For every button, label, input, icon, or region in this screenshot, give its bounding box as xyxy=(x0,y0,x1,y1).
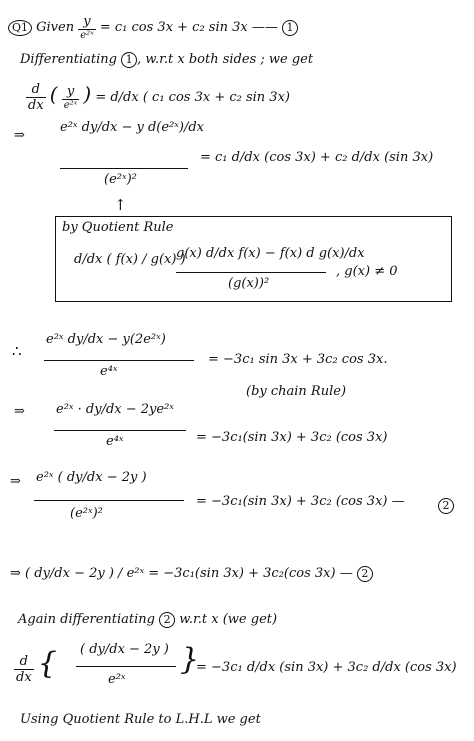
quotient-rule-numerator: g(x) d/dx f(x) − f(x) d g(x)/dx xyxy=(176,246,365,261)
chain-rule-note: (by chain Rule) xyxy=(246,384,347,399)
quotient-rule-bar xyxy=(176,272,326,273)
derivative-setup-rhs: = d/dx ( c₁ cos 3x + c₂ sin 3x) xyxy=(95,90,290,105)
step8-rhs: = −3c₁(sin 3x) + 3c₂(cos 3x) — xyxy=(148,566,353,581)
equation-number-2: 2 xyxy=(357,566,373,582)
step6-arrow: ⇒ xyxy=(14,404,25,419)
given-lhs-denominator: e²ˣ xyxy=(80,30,94,41)
step6-denominator: e⁴ˣ xyxy=(106,434,124,449)
step5-denominator: e⁴ˣ xyxy=(100,364,118,379)
differentiating-line xyxy=(20,52,313,68)
open-paren: ( xyxy=(49,82,58,106)
step5-bar xyxy=(44,360,194,361)
step8-lhs: ( dy/dx − 2y ) / e²ˣ xyxy=(25,566,145,581)
step7-bar xyxy=(34,500,184,501)
step7-eq-marker xyxy=(438,494,454,514)
implies-arrow: ⇒ xyxy=(14,128,25,143)
quotient-expansion-rhs: = c₁ d/dx (cos 3x) + c₂ d/dx (sin 3x) xyxy=(200,150,434,165)
step6-numerator: e²ˣ · dy/dx − 2ye²ˣ xyxy=(56,402,174,417)
inner-denominator: e²ˣ xyxy=(63,100,78,111)
step7-numerator: e²ˣ ( dy/dx − 2y ) xyxy=(36,470,147,485)
equation-ref-2: 2 xyxy=(159,612,175,628)
d-dx-operator xyxy=(26,82,46,113)
inner-fraction xyxy=(62,84,79,111)
step10-numerator: ( dy/dx − 2y ) xyxy=(80,642,169,657)
again-differentiating-rest: w.r.t x (we get) xyxy=(179,612,278,627)
step7-rhs: = −3c₁(sin 3x) + 3c₂ (cos 3x) — xyxy=(196,494,405,509)
step10-rhs: = −3c₁ d/dx (sin 3x) + 3c₂ d/dx (cos 3x) xyxy=(196,660,457,675)
equation-ref-1: 1 xyxy=(121,52,137,68)
quotient-rule-condition: , g(x) ≠ 0 xyxy=(336,264,398,279)
quotient-expansion-numerator: e²ˣ dy/dx − y d(e²ˣ)/dx xyxy=(60,120,205,135)
quotient-rule-title: by Quotient Rule xyxy=(62,220,174,235)
given-equation-line xyxy=(8,14,298,41)
step8-arrow: ⇒ xyxy=(10,566,21,581)
dx-symbol: dx xyxy=(28,98,44,113)
equation-number-1: 1 xyxy=(282,20,298,36)
derivative-setup-line xyxy=(26,82,290,113)
fraction-bar xyxy=(60,168,188,169)
equation-number-2-struck: 2 xyxy=(438,498,454,514)
again-differentiating-text: Again differentiating xyxy=(18,612,155,627)
d-symbol: d xyxy=(31,82,40,97)
quotient-expansion-denominator: (e²ˣ)² xyxy=(104,172,137,187)
given-lhs-fraction xyxy=(78,14,95,41)
step7-denominator: (e²ˣ)² xyxy=(70,506,103,521)
step5-numerator: e²ˣ dy/dx − y(2e²ˣ) xyxy=(46,332,166,347)
quotient-expansion-line xyxy=(14,128,25,143)
inner-numerator: y xyxy=(66,84,75,99)
up-arrow: ↑ xyxy=(114,196,127,214)
dx-symbol-2: dx xyxy=(16,670,32,685)
step10-bar xyxy=(76,666,176,667)
step6-bar xyxy=(54,430,186,431)
differentiating-text: Differentiating xyxy=(20,52,117,67)
open-brace: { xyxy=(37,646,57,681)
question-number: Q1 xyxy=(8,20,32,36)
close-brace: } xyxy=(180,642,200,677)
given-lhs-numerator: y xyxy=(83,14,91,29)
step5-rhs: = −3c₁ sin 3x + 3c₂ cos 3x. xyxy=(208,352,388,367)
therefore-symbol: ∴ xyxy=(12,342,22,360)
step10-denominator: e²ˣ xyxy=(108,672,126,687)
again-differentiating-line xyxy=(18,612,277,628)
quotient-rule-lhs: d/dx ( f(x) / g(x) ) xyxy=(74,252,186,267)
step6-rhs: = −3c₁(sin 3x) + 3c₂ (cos 3x) xyxy=(196,430,388,445)
quotient-rule-denominator: (g(x))² xyxy=(228,276,270,291)
using-quotient-rule-line: Using Quotient Rule to L.H.L we get xyxy=(20,712,261,727)
d-symbol-2: d xyxy=(19,654,28,669)
step10-operator xyxy=(14,654,34,685)
differentiating-rest: , w.r.t x both sides ; we get xyxy=(137,52,314,67)
step8-line xyxy=(10,566,373,582)
step7-arrow: ⇒ xyxy=(10,474,21,489)
step10-d-dx xyxy=(14,646,57,685)
given-word: Given xyxy=(36,20,75,35)
close-paren: ) xyxy=(83,82,92,106)
given-rhs: = c₁ cos 3x + c₂ sin 3x —— xyxy=(99,20,278,35)
